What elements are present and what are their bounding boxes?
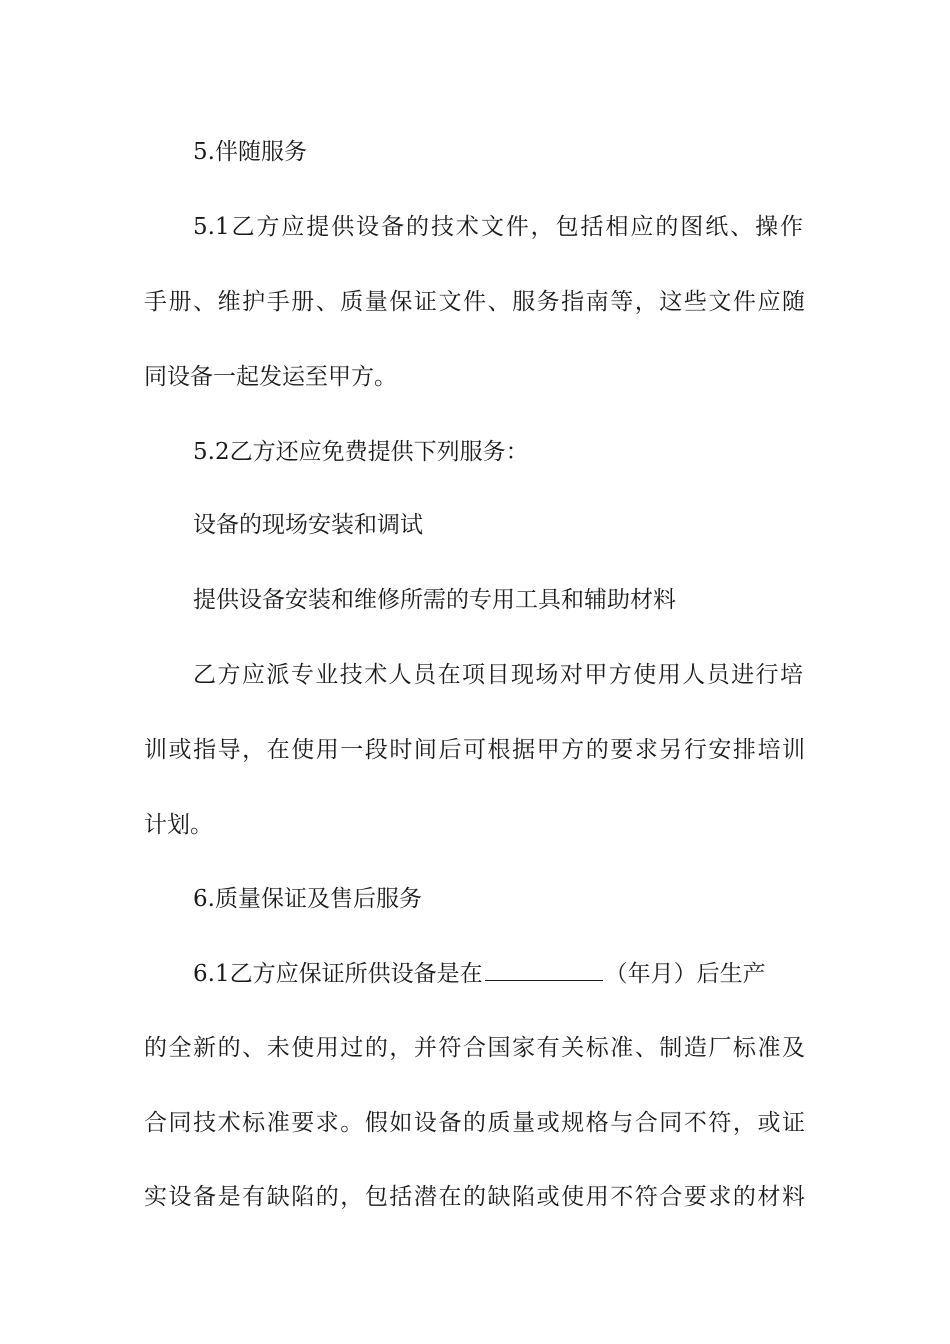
- paragraph-5-1-line-2: 手册、维护手册、质量保证文件、服务指南等，这些文件应随: [144, 289, 805, 315]
- clause-6-1-before-blank: 6.1乙方应保证所供设备是在: [193, 961, 483, 987]
- paragraph-training-line-1: 乙方应派专业技术人员在项目现场对甲方使用人员进行培: [193, 662, 803, 688]
- paragraph-6-1-line-1: [193, 958, 766, 989]
- paragraph-training-line-3: 计划。: [144, 812, 213, 838]
- paragraph-5-1-line-3: 同设备一起发运至甲方。: [144, 364, 397, 390]
- section-5-heading: 5.伴随服务: [193, 139, 307, 165]
- paragraph-training-line-2: 训或指导，在使用一段时间后可根据甲方的要求另行安排培训: [144, 737, 805, 763]
- fill-in-blank: [485, 958, 603, 981]
- clause-6-1-after-blank: （年月）后生产: [604, 961, 766, 987]
- paragraph-6-1-line-3: 合同技术标准要求。假如设备的质量或规格与合同不符，或证: [144, 1110, 805, 1136]
- service-item-installation: 设备的现场安装和调试: [193, 512, 423, 538]
- paragraph-6-1-line-2: 的全新的、未使用过的，并符合国家有关标准、制造厂标准及: [144, 1035, 805, 1061]
- service-item-tools: 提供设备安装和维修所需的专用工具和辅助材料: [193, 587, 676, 613]
- paragraph-6-1-line-4: 实设备是有缺陷的，包括潜在的缺陷或使用不符合要求的材料: [144, 1184, 805, 1210]
- paragraph-5-2: 5.2乙方还应免费提供下列服务：: [193, 439, 529, 465]
- paragraph-5-1-line-1: 5.1乙方应提供设备的技术文件，包括相应的图纸、操作: [193, 214, 803, 240]
- section-6-heading: 6.质量保证及售后服务: [193, 886, 422, 912]
